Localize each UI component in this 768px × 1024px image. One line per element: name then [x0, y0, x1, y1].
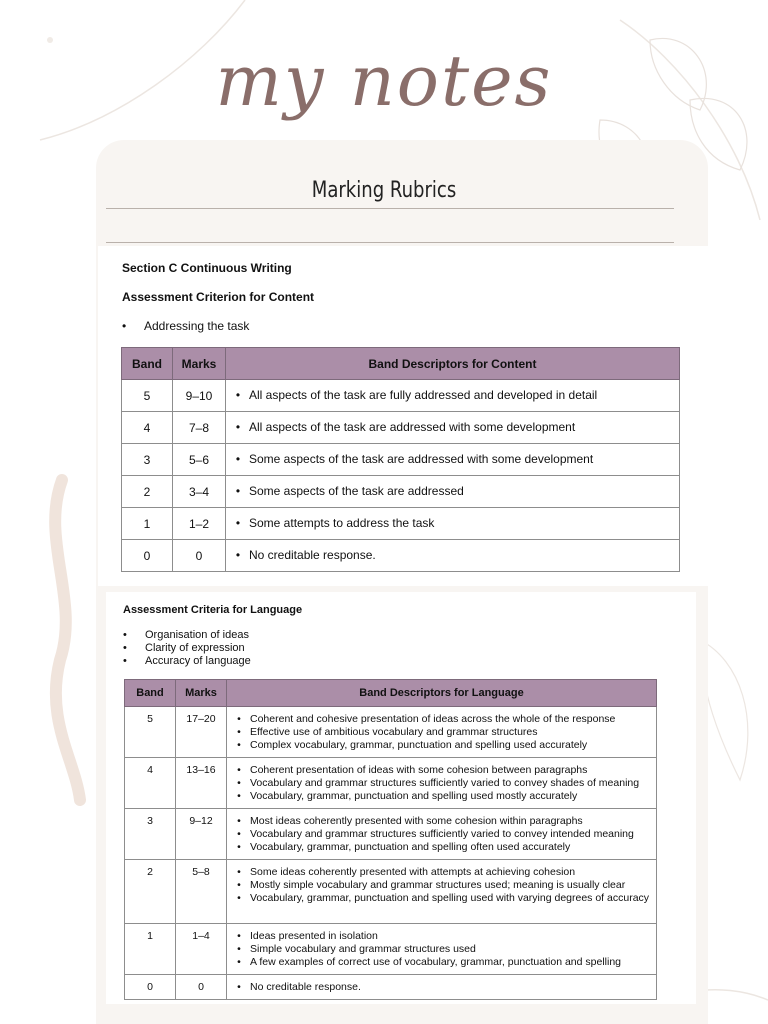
band-cell: 5: [125, 707, 176, 758]
table-row: [125, 809, 657, 860]
descriptor-text: Vocabulary and grammar structures sufficiently varied to convey shades of meaning: [250, 777, 640, 789]
descriptor-item: [227, 485, 678, 498]
marks-cell: 1–2: [173, 508, 226, 540]
marks-cell: 5–8: [176, 860, 227, 924]
descriptor-cell: [226, 380, 680, 412]
bullet-dot: •: [237, 956, 241, 968]
descriptor-cell: [227, 707, 657, 758]
band-cell: 0: [125, 975, 176, 1000]
descriptor-item: [228, 930, 655, 943]
page-heading: Marking Rubrics: [311, 178, 457, 203]
bullet-text: Clarity of expression: [145, 642, 245, 654]
band-cell: 2: [125, 860, 176, 924]
bullet-dot: •: [123, 629, 127, 641]
descriptor-text: Some attempts to address the task: [249, 516, 435, 530]
bullet-dot: •: [235, 388, 241, 402]
descriptor-item: [228, 981, 655, 994]
bullet-dot: •: [237, 777, 241, 789]
table-row: [122, 540, 680, 572]
descriptor-item: [228, 892, 655, 905]
descriptor-item: [228, 943, 655, 956]
descriptor-text: Vocabulary and grammar structures sufficiently varied to convey intended meaning: [250, 828, 634, 840]
header-marks: Marks: [176, 680, 227, 707]
content-table: [121, 347, 680, 572]
descriptor-item: [228, 828, 655, 841]
band-cell: 1: [122, 508, 173, 540]
descriptor-text: Coherent presentation of ideas with some cohesion between paragraphs: [250, 764, 588, 776]
descriptor-item: [227, 421, 678, 434]
bullet-dot: •: [237, 726, 241, 738]
descriptor-item: [228, 726, 655, 739]
bullet-dot: •: [235, 452, 241, 466]
descriptor-item: [227, 453, 678, 466]
descriptor-text: Ideas presented in isolation: [250, 930, 378, 942]
divider-rule: [106, 242, 674, 243]
bullet-text: Addressing the task: [144, 319, 250, 333]
marks-cell: 7–8: [173, 412, 226, 444]
bullet-text: Accuracy of language: [145, 655, 251, 667]
section-title: Section C Continuous Writing: [122, 261, 292, 275]
band-cell: 3: [125, 809, 176, 860]
marks-cell: 0: [173, 540, 226, 572]
descriptor-item: [228, 956, 655, 969]
bullet-dot: •: [122, 319, 127, 333]
bullet-dot: •: [237, 764, 241, 776]
descriptor-text: Vocabulary, grammar, punctuation and spelling used with varying degrees of accuracy: [250, 892, 650, 904]
criterion-title: Assessment Criterion for Content: [122, 290, 315, 304]
bullet-dot: •: [237, 739, 241, 751]
descriptor-item: [228, 879, 655, 892]
bullet-dot: •: [235, 548, 241, 562]
bullet-dot: •: [123, 655, 127, 667]
marks-cell: 13–16: [176, 758, 227, 809]
descriptor-cell: [227, 809, 657, 860]
bullet-dot: •: [237, 790, 241, 802]
table-row: [125, 924, 657, 975]
script-title: my notes: [215, 40, 553, 122]
heading-rule: [106, 208, 674, 209]
band-cell: 2: [122, 476, 173, 508]
marks-cell: 9–10: [173, 380, 226, 412]
table-row: [122, 380, 680, 412]
descriptor-item: [228, 739, 655, 752]
bullet-dot: •: [237, 930, 241, 942]
descriptor-text: Complex vocabulary, grammar, punctuation and spelling used accurately: [250, 739, 588, 751]
bullet-dot: •: [237, 866, 241, 878]
table-row: [122, 444, 680, 476]
language-criteria-title: Assessment Criteria for Language: [123, 604, 303, 616]
table-row: [125, 758, 657, 809]
table-row: [122, 412, 680, 444]
descriptor-cell: [227, 758, 657, 809]
header-descriptor: Band Descriptors for Content: [226, 348, 680, 380]
descriptor-cell: [227, 924, 657, 975]
band-cell: 4: [125, 758, 176, 809]
marks-cell: 17–20: [176, 707, 227, 758]
bullet-text: Organisation of ideas: [145, 629, 249, 641]
bullet-dot: •: [237, 713, 241, 725]
bullet-dot: •: [235, 484, 241, 498]
marks-cell: 5–6: [173, 444, 226, 476]
descriptor-cell: [226, 508, 680, 540]
marks-cell: 1–4: [176, 924, 227, 975]
bullet-dot: •: [237, 943, 241, 955]
marks-cell: 0: [176, 975, 227, 1000]
descriptor-cell: [227, 975, 657, 1000]
descriptor-text: Coherent and cohesive presentation of ideas across the whole of the response: [250, 713, 616, 725]
descriptor-text: Effective use of ambitious vocabulary and grammar structures: [250, 726, 538, 738]
bullet-dot: •: [235, 516, 241, 530]
descriptor-item: [228, 841, 655, 854]
band-cell: 0: [122, 540, 173, 572]
descriptor-item: [227, 549, 678, 562]
table-row: [125, 707, 657, 758]
table-row: [125, 860, 657, 924]
table-row: [125, 975, 657, 1000]
descriptor-text: Vocabulary, grammar, punctuation and spelling used mostly accurately: [250, 790, 578, 802]
descriptor-item: [227, 517, 678, 530]
bullet-dot: •: [237, 815, 241, 827]
descriptor-cell: [226, 540, 680, 572]
bullet-dot: •: [237, 828, 241, 840]
table-row: [122, 476, 680, 508]
descriptor-cell: [226, 412, 680, 444]
descriptor-text: Mostly simple vocabulary and grammar structures used; meaning is usually clear: [250, 879, 626, 891]
descriptor-text: Simple vocabulary and grammar structures used: [250, 943, 476, 955]
descriptor-item: [228, 790, 655, 803]
descriptor-item: [228, 764, 655, 777]
descriptor-text: No creditable response.: [249, 548, 376, 562]
descriptor-text: A few examples of correct use of vocabulary, grammar, punctuation and spelling: [250, 956, 622, 968]
descriptor-text: Some aspects of the task are addressed: [249, 484, 464, 498]
descriptor-text: Most ideas coherently presented with some cohesion within paragraphs: [250, 815, 583, 827]
descriptor-text: All aspects of the task are addressed with some development: [249, 420, 576, 434]
band-cell: 3: [122, 444, 173, 476]
content-criterion-card: [98, 246, 708, 586]
marks-cell: 9–12: [176, 809, 227, 860]
header-band: Band: [122, 348, 173, 380]
descriptor-cell: [226, 444, 680, 476]
descriptor-text: Vocabulary, grammar, punctuation and spelling often used accurately: [250, 841, 571, 853]
descriptor-text: Some aspects of the task are addressed with some development: [249, 452, 594, 466]
descriptor-item: [228, 777, 655, 790]
header-marks: Marks: [173, 348, 226, 380]
descriptor-item: [228, 866, 655, 879]
descriptor-cell: [226, 476, 680, 508]
bullet-dot: •: [237, 981, 241, 993]
bullet-dot: •: [235, 420, 241, 434]
descriptor-item: [228, 713, 655, 726]
descriptor-text: No creditable response.: [250, 981, 361, 993]
bullet-dot: •: [123, 642, 127, 654]
marks-cell: 3–4: [173, 476, 226, 508]
descriptor-item: [228, 815, 655, 828]
descriptor-text: Some ideas coherently presented with attempts at achieving cohesion: [250, 866, 576, 878]
descriptor-text: All aspects of the task are fully addressed and developed in detail: [249, 388, 598, 402]
descriptor-cell: [227, 860, 657, 924]
descriptor-item: [227, 389, 678, 402]
band-cell: 1: [125, 924, 176, 975]
band-cell: 5: [122, 380, 173, 412]
language-table: [124, 679, 657, 1000]
bullet-dot: •: [237, 879, 241, 891]
bullet-dot: •: [237, 841, 241, 853]
header-descriptor: Band Descriptors for Language: [227, 680, 657, 707]
band-cell: 4: [122, 412, 173, 444]
bullet-dot: •: [237, 892, 241, 904]
table-row: [122, 508, 680, 540]
language-criterion-card: [106, 592, 696, 1004]
header-band: Band: [125, 680, 176, 707]
